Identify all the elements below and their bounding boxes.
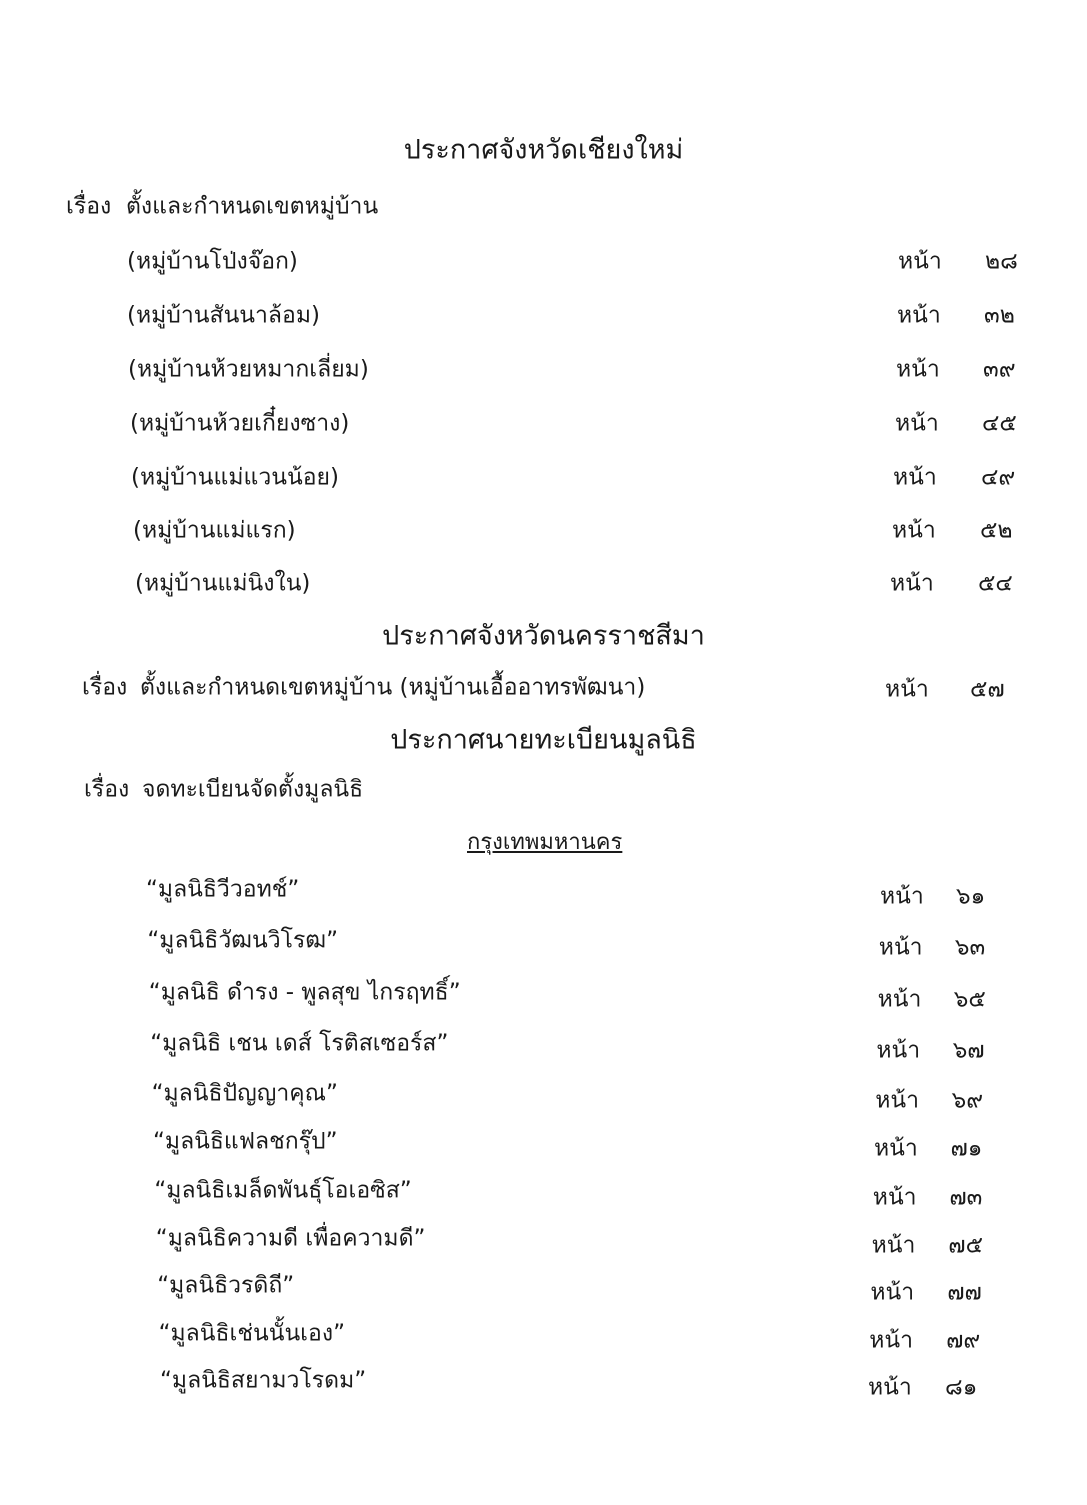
page-label: หน้า	[880, 883, 924, 910]
page-label: หน้า	[875, 1087, 919, 1114]
page-label: หน้า	[890, 570, 934, 597]
page-number: ๖๑	[956, 883, 986, 910]
entry-title: (หมู่บ้านแม่นิงใน)	[135, 570, 311, 597]
subject-text: จดทะเบียนจัดตั้งมูลนิธิ	[142, 776, 364, 803]
entry-title: “มูลนิธิ เชน เดส์ โรติสเซอร์ส”	[150, 1030, 449, 1057]
page-label: หน้า	[892, 517, 936, 544]
page-label: หน้า	[898, 248, 942, 275]
page-number: ๗๗	[947, 1279, 982, 1306]
entry-title: “มูลนิธิวีวอทช์”	[146, 876, 300, 903]
page-number: ๗๕	[948, 1232, 983, 1259]
entry-title: “มูลนิธิปัญญาคุณ”	[151, 1080, 338, 1107]
page-number: ๒๘	[985, 248, 1018, 275]
subject-label: เรื่อง	[82, 674, 128, 701]
entry-title: (หมู่บ้านห้วยเกี๋ยงซาง)	[130, 410, 350, 437]
entry-title: “มูลนิธิวัฒนวิโรฒ”	[147, 927, 339, 954]
page-label: หน้า	[876, 1037, 921, 1064]
page-number: ๗๙	[946, 1327, 981, 1354]
subject-text: ตั้งและกำหนดเขตหมู่บ้าน	[126, 193, 379, 220]
section-heading: ประกาศนายทะเบียนมูลนิธิ	[390, 724, 697, 756]
page-number: ๕๔	[978, 570, 1013, 597]
page-number: ๔๙	[981, 464, 1016, 491]
subject-text: ตั้งและกำหนดเขตหมู่บ้าน (หมู่บ้านเอื้ออาทรพัฒนา)	[140, 674, 646, 701]
page-label: หน้า	[870, 1279, 915, 1306]
page-number: ๘๑	[945, 1374, 978, 1401]
page-label: หน้า	[871, 1232, 916, 1259]
subheading: กรุงเทพมหานคร	[467, 830, 623, 855]
page-label: หน้า	[869, 1327, 913, 1354]
page-number: ๖๕	[953, 986, 986, 1013]
entry-title: “มูลนิธิวรดิถี”	[157, 1272, 295, 1299]
page-label: หน้า	[885, 676, 929, 703]
section-heading: ประกาศจังหวัดเชียงใหม่	[403, 134, 684, 166]
page-label: หน้า	[868, 1374, 912, 1401]
entry-title: (หมู่บ้านโป่งจ๊อก)	[127, 248, 298, 275]
page-number: ๖๙	[951, 1087, 984, 1114]
page-number: ๗๑	[950, 1135, 983, 1162]
entry-title: (หมู่บ้านสันนาล้อม)	[127, 302, 320, 329]
page-label: หน้า	[895, 410, 939, 437]
page-number: ๓๒	[984, 302, 1015, 329]
subject-label: เรื่อง	[66, 193, 112, 220]
entry-title: (หมู่บ้านแม่แวนน้อย)	[131, 464, 339, 491]
subject-label: เรื่อง	[84, 776, 130, 803]
page-number: ๖๗	[952, 1037, 985, 1064]
page-number: ๕๒	[980, 517, 1013, 544]
page-label: หน้า	[872, 1184, 917, 1211]
page-label: หน้า	[897, 302, 941, 329]
page-label: หน้า	[893, 464, 937, 491]
entry-title: (หมู่บ้านห้วยหมากเลี่ยม)	[128, 356, 369, 383]
page-label: หน้า	[896, 356, 940, 383]
page-label: หน้า	[877, 986, 922, 1013]
entry-title: “มูลนิธิเช่นนั้นเอง”	[158, 1320, 345, 1347]
entry-title: “มูลนิธิเมล็ดพันธุ์โอเอซิส”	[154, 1177, 412, 1204]
entry-title: “มูลนิธิสยามวโรดม”	[160, 1367, 367, 1394]
entry-title: “มูลนิธิแฟลชกรุ๊ป”	[153, 1128, 338, 1155]
page-number: ๓๙	[983, 356, 1016, 383]
entry-title: (หมู่บ้านแม่แรก)	[133, 517, 296, 544]
page-number: ๗๓	[949, 1184, 983, 1211]
page-label: หน้า	[874, 1135, 918, 1162]
page-label: หน้า	[878, 934, 923, 961]
section-heading: ประกาศจังหวัดนครราชสีมา	[382, 620, 705, 652]
page-number: ๔๕	[982, 410, 1017, 437]
page-number: ๖๓	[954, 934, 986, 961]
entry-title: “มูลนิธิ ดำรง - พูลสุข ไกรฤทธิ์”	[148, 979, 461, 1006]
entry-title: “มูลนิธิความดี เพื่อความดี”	[155, 1225, 426, 1252]
page-number: ๕๗	[970, 676, 1005, 703]
